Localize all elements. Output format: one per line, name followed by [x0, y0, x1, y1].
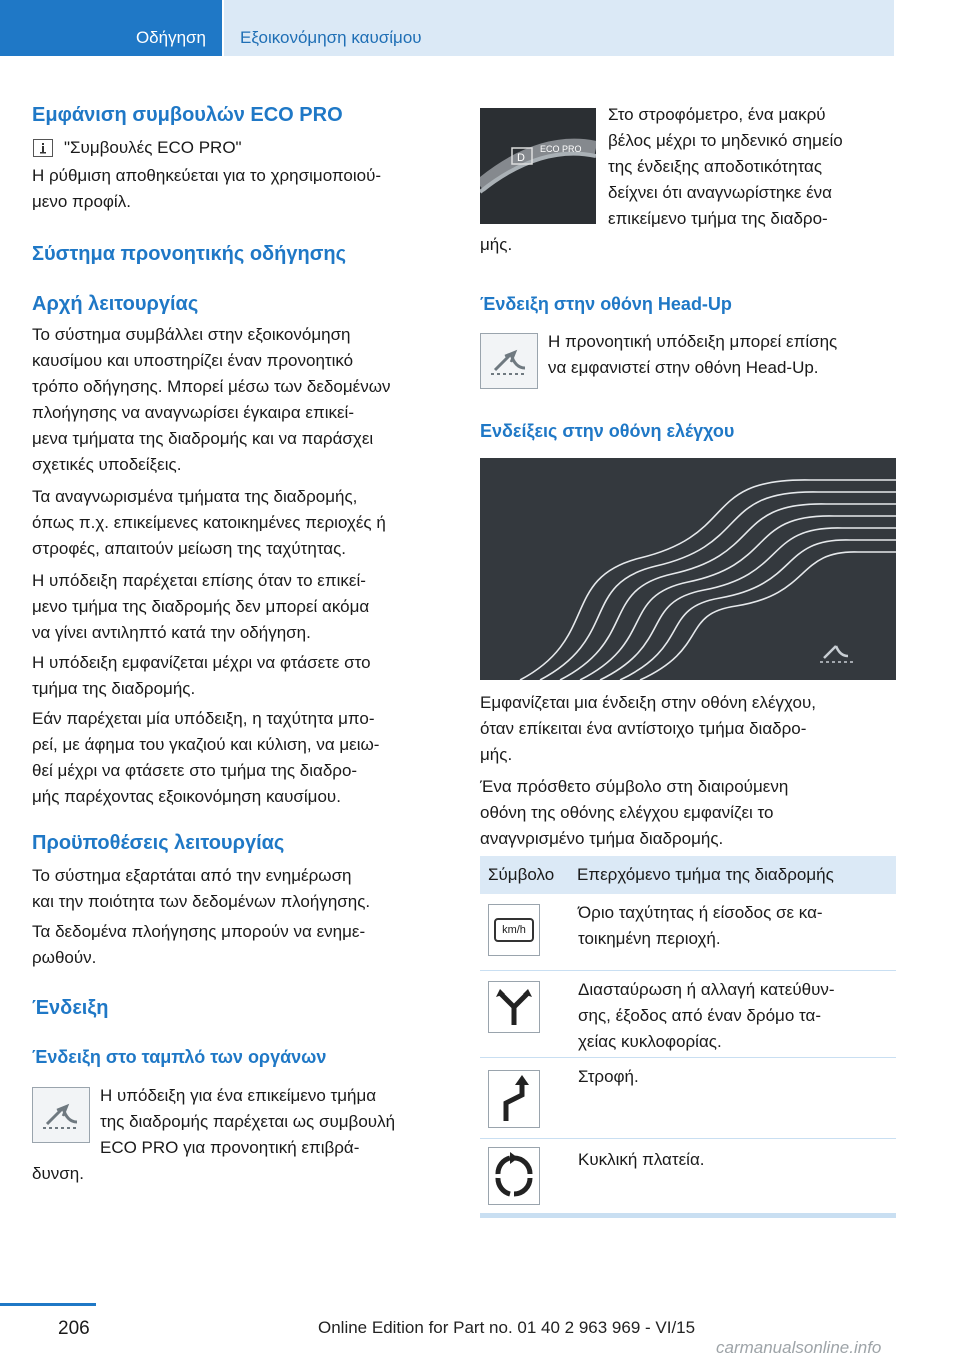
paragraph-5: Εάν παρέχεται μία υπόδειξη, η ταχύτητα μπο- ρεί, με άφημα του γκαζιού και κύλιση, να μειω- θεί μέχρι να φτάσετε στο τμήμα της διαδρο- μής παρέχοντας εξοικονόμηση καυσίμου. — [32, 709, 380, 806]
heading-principle: Αρχή λειτουργίας — [32, 293, 199, 315]
eco-pro-label: ECO PRO — [540, 144, 582, 154]
heading-predictive-system: Σύστημα προνοητικής οδήγησης — [32, 243, 347, 265]
heading-control-display: Ενδείξεις στην οθόνη ελέγχου — [480, 421, 735, 441]
hud-hint-icon — [480, 333, 538, 389]
curve-icon — [488, 1070, 540, 1128]
watermark: carmanualsonline.info — [716, 1338, 882, 1357]
header-subsection-tab — [224, 0, 894, 56]
header-section-tab — [0, 0, 222, 56]
paragraph-3: Η υπόδειξη παρέχεται επίσης όταν το επικεί- μενο τμήμα της διαδρομής δεν μπορεί ακόμα να γίνει αντιληπτό κατά την οδήγηση. — [32, 571, 370, 642]
header-section-label: Οδήγηση — [135, 28, 206, 47]
paragraph-saved: Η ρύθμιση αποθηκεύεται για το χρησιμοποιού- μενο προφίλ. — [32, 166, 382, 211]
roundabout-icon — [488, 1147, 540, 1205]
header-subsection-label: Εξοικονόμηση καυσίμου — [240, 28, 422, 47]
heading-prerequisites: Προϋποθέσεις λειτουργίας — [32, 832, 285, 854]
speed-limit-icon-text: km/h — [494, 918, 534, 942]
table-row — [480, 894, 896, 970]
predictive-hint-icon — [32, 1087, 90, 1143]
edition-text: Online Edition for Part no. 01 40 2 963 969 - VI/15 — [318, 1318, 696, 1337]
gear-d-label: D — [517, 152, 525, 164]
table-row-text: Στροφή. — [578, 1067, 639, 1086]
menu-path: "Συμβουλές ECO PRO" — [64, 138, 242, 157]
table-row-text: Διασταύρωση ή αλλαγή κατεύθυν- σης, έξοδος από έναν δρόμο τα- χείας κυκλοφορίας. — [578, 980, 835, 1051]
heading-eco-tips: Εμφάνιση συμβουλών ECO PRO — [32, 104, 343, 126]
heading-head-up: Ένδειξη στην οθόνη Head-Up — [480, 294, 732, 314]
table-row-text: Όριο ταχύτητας ή είσοδος σε κα- τοικημένη περιοχή. — [578, 903, 823, 948]
table-row — [480, 1139, 896, 1211]
info-menu-icon — [33, 139, 53, 157]
symbol-table-header — [480, 856, 896, 894]
speed-limit-icon — [488, 904, 540, 956]
table-col-symbol: Σύμβολο — [488, 865, 555, 884]
table-row — [480, 1058, 896, 1138]
paragraph-control-1: Εμφανίζεται μια ένδειξη στην οθόνη ελέγχου, όταν επίκειται ένα αντίστοιχο τμήμα διαδρο- μής. — [480, 693, 816, 764]
heading-display: Ένδειξη — [32, 997, 109, 1019]
page-number: 206 — [58, 1318, 90, 1339]
paragraph-4: Η υπόδειξη εμφανίζεται μέχρι να φτάσετε στο τμήμα της διαδρομής. — [32, 653, 371, 698]
table-row-text: Κυκλική πλατεία. — [578, 1150, 705, 1169]
junction-icon — [488, 981, 540, 1033]
heading-instrument-cluster: Ένδειξη στο ταμπλό των οργάνων — [32, 1047, 327, 1067]
paragraph-8-tail: δυνση. — [32, 1164, 84, 1183]
paragraph-hud: Η προνοητική υπόδειξη μπορεί επίσης να εμφανιστεί στην οθόνη Head-Up. — [548, 332, 838, 377]
footer-page-bar — [0, 1303, 96, 1306]
paragraph-gauge-tail: μής. — [480, 235, 513, 254]
paragraph-control-2: Ένα πρόσθετο σύμβολο στη διαιρούμενη οθόνη της οθόνης ελέγχου εμφανίζει το αναγνρισμένο τμήμα διαδρομής. — [480, 777, 789, 848]
table-col-segment: Επερχόμενο τμήμα της διαδρομής — [577, 865, 834, 884]
tachometer-image — [480, 108, 596, 224]
paragraph-7: Τα δεδομένα πλοήγησης μπορούν να ενημε- ρωθούν. — [32, 922, 366, 967]
paragraph-1: Το σύστημα συμβάλλει στην εξοικονόμηση καυσίμου και υποστηρίζει έναν προνοητικό τρόπο οδήγησης. Μπορεί μέσω των δεδομένων πλοήγησης να αναγνωρίσει έγκαιρα επικεί- μενα τμήματα της διαδρομής και να παράσχει σχετικές υποδείξεις. — [32, 325, 391, 474]
paragraph-2: Τα αναγνωρισμένα τμήματα της διαδρομής, όπως π.χ. επικείμενες κατοικημένες περιοχές ή στροφές, απαιτούν μείωση της ταχύτητας. — [32, 487, 386, 558]
paragraph-6: Το σύστημα εξαρτάται από την ενημέρωση και την ποιότητα των δεδομένων πλοήγησης. — [32, 866, 371, 911]
table-bottom-bar — [480, 1213, 896, 1218]
control-display-image — [480, 458, 896, 680]
paragraph-gauge: Στο στροφόμετρο, ένα μακρύ βέλος μέχρι το μηδενικό σημείο της ένδειξης αποδοτικότητας δείχνει ότι αναγνωρίστηκε ένα επικείμενο τμήμα της διαδρο- — [608, 105, 843, 228]
paragraph-8: Η υπόδειξη για ένα επικείμενο τμήμα της διαδρομής παρέχεται ως συμβουλή ECO PRO για προνοητική επιβρά- — [100, 1086, 396, 1157]
table-row — [480, 971, 896, 1065]
